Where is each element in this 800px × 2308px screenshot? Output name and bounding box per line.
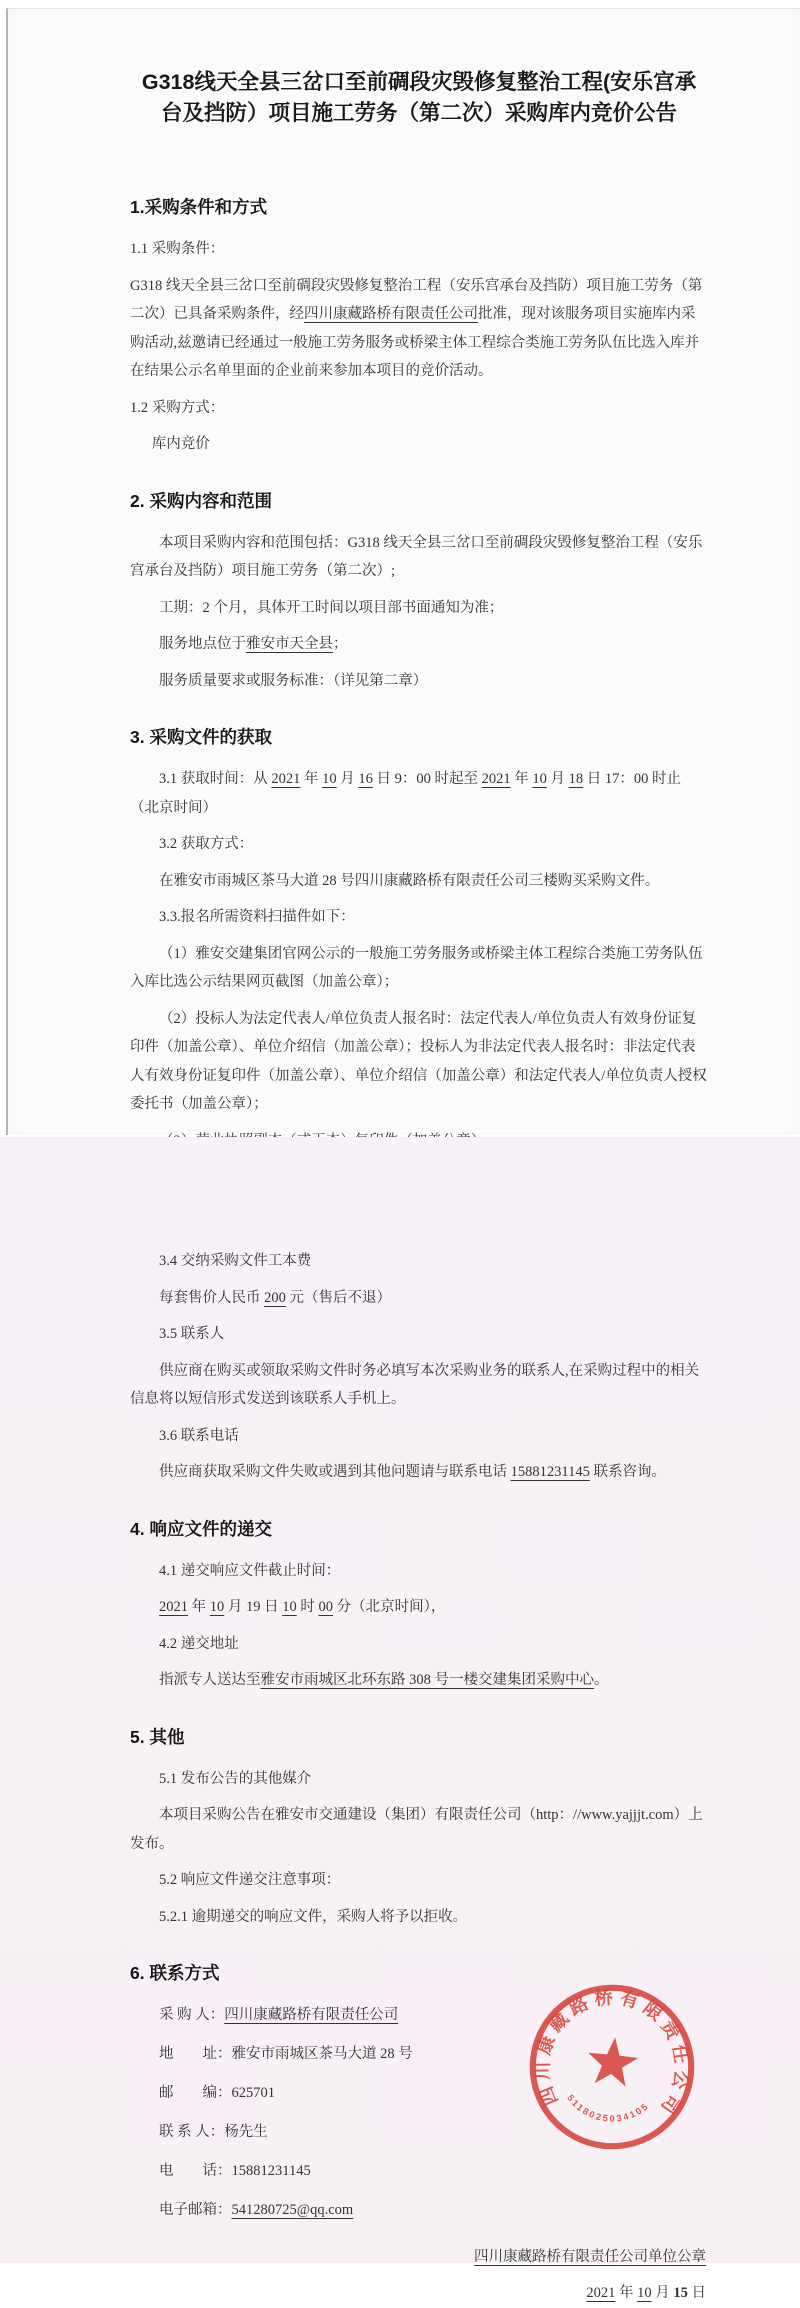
clause-1-1-paragraph: G318 线天全县三岔口至前碉段灾毁修复整治工程（安乐宫承台及挡防）项目施工劳务（第二次）已具备采购条件，经四川康藏路桥有限责任公司批准，现对该服务项目实施库内采购活动,兹邀请已经通过一般施工劳务服务或桥梁主体工程综合类施工劳务队伍比选入库并在结果公示名单里面的企业前来参加本项目的竞价活动。 — [130, 277, 703, 379]
clause-3-5-label: 3.5 联系人 — [159, 1326, 225, 1342]
clause-3-2-value: 在雅安市雨城区茶马大道 28 号四川康藏路桥有限责任公司三楼购买采购文件。 — [159, 872, 660, 889]
clause-3-5-paragraph: 供应商在购买或领取采购文件时务必填写本次采购业务的联系人,在采购过程中的相关信息将以短信形式发送到该联系人手机上。 — [130, 1362, 700, 1407]
clause-3-6-label: 3.6 联系电话 — [159, 1427, 239, 1444]
section-4-heading: 4. 响应文件的递交 — [130, 1518, 272, 1539]
section-5-heading: 5. 其他 — [130, 1726, 185, 1747]
clause-1-1-label: 1.1 采购条件： — [130, 241, 225, 257]
clause-3-4-label: 3.4 交纳采购文件工本费 — [159, 1253, 312, 1269]
phone-value: 15881231145 — [231, 2163, 311, 2179]
purchaser-name: 四川康藏路桥有限责任公司 — [224, 2007, 399, 2023]
clause-3-3-label: 3.3.报名所需资料扫描件如下： — [159, 909, 355, 925]
scope-paragraph: 本项目采购内容和范围包括：G318 线天全县三岔口至前碉段灾毁修复整治工程（安乐宫承台及挡防）项目施工劳务（第二次）; — [130, 534, 703, 579]
clause-4-2-label: 4.2 递交地址 — [159, 1635, 239, 1652]
address-value: 雅安市雨城区茶马大道 28 号 — [231, 2046, 413, 2062]
signature-block — [130, 2242, 706, 2308]
clause-3-1-time: 3.1 获取时间：从 2021 年 10 月 16 日 9：00 时起至 2021 年 10 月 18 日 17：00 时止（北京时间） — [130, 771, 681, 816]
service-location-line: 服务地点位于雅安市天全县； — [159, 636, 348, 652]
section-1-heading: 1.采购条件和方式 — [130, 197, 268, 217]
contact-label: 采 购 人： — [159, 2007, 225, 2023]
clause-1-2-value: 库内竞价 — [151, 436, 210, 452]
contact-label: 电子邮箱： — [159, 2202, 232, 2218]
clause-5-2-1-line: 5.2.1 逾期递交的响应文件，采购人将予以拒收。 — [159, 1908, 468, 1925]
clause-1-2-label: 1.2 采购方式： — [130, 399, 225, 416]
title-line-2: 台及挡防）项目施工劳务（第二次）采购库内竞价公告 — [160, 101, 677, 125]
email-value: 541280725@qq.com — [231, 2202, 354, 2218]
clause-3-2-label: 3.2 获取方式： — [159, 836, 254, 852]
clause-5-1-paragraph: 本项目采购公告在雅安市交通建设（集团）有限责任公司（http：//www.yajjjt.com）上发布。 — [130, 1807, 703, 1852]
contact-label: 电 话： — [159, 2163, 232, 2179]
section-3-heading: 3. 采购文件的获取 — [130, 727, 272, 747]
clause-3-3-item-2: （2）投标人为法定代表人/单位负责人报名时：法定代表人/单位负责人有效身份证复印件（加盖公章）、单位介绍信（加盖公章）；投标人为非法定代表人报名时：非法定代表人有效身份证复印件（加盖公章）、单位介绍信（加盖公章）和法定代表人/单位负责人授权委托书（加盖公章）； — [130, 1010, 707, 1112]
clause-5-1-label: 5.1 发布公告的其他媒介 — [159, 1770, 312, 1787]
clause-4-1-deadline: 2021 年 10 月 19 日 10 时 00 分（北京时间）， — [159, 1599, 446, 1615]
clause-4-1-label: 4.1 递交响应文件截止时间： — [159, 1562, 341, 1579]
duration-line: 工期：2 个月，具体开工时间以项目部书面通知为准； — [159, 599, 504, 616]
contact-row-email — [130, 2196, 706, 2224]
contact-row-postcode — [130, 2079, 706, 2107]
document-title — [116, 67, 722, 129]
postcode-value: 625701 — [231, 2085, 275, 2101]
clause-4-2-address: 指派专人送达至雅安市雨城区北环东路 308 号一楼交建集团采购中心。 — [159, 1672, 609, 1688]
section-6-heading: 6. 联系方式 — [130, 1963, 220, 1983]
seal-ring-text: 四川康藏路桥有限责任公司 — [531, 1985, 694, 2123]
clause-3-3-item-1: （1）雅安交建集团官网公示的一般施工劳务服务或桥梁主体工程综合类施工劳务队伍入库比选公示结果网页截图（加盖公章）； — [130, 945, 703, 990]
contact-row-address — [130, 2040, 706, 2068]
contact-row-person — [130, 2118, 706, 2146]
clause-3-4-value: 每套售价人民币 200 元（售后不退） — [159, 1289, 391, 1306]
contact-label: 邮 编： — [159, 2085, 232, 2101]
seal-code-text: 5118025034105 — [565, 2092, 652, 2124]
contact-label: 联 系 人： — [159, 2124, 225, 2140]
signature-company-line — [130, 2242, 706, 2272]
section-2-heading: 2. 采购内容和范围 — [130, 490, 272, 511]
service-quality-line: 服务质量要求或服务标准：（详见第二章） — [159, 672, 428, 689]
page-2 — [0, 1137, 800, 2301]
title-line-1: G318线天全县三岔口至前碉段灾毁修复整治工程(安乐宫承 — [141, 70, 697, 94]
page-1 — [6, 8, 800, 1135]
signature-date-line: 2021 年 10 月 15 日 — [586, 2285, 706, 2301]
contact-person-value: 杨先生 — [224, 2124, 268, 2140]
clause-3-6-paragraph: 供应商获取采购文件失败或遇到其他问题请与联系电话 15881231145 联系咨询。 — [159, 1464, 666, 1480]
contact-label: 地 址： — [159, 2046, 232, 2062]
contact-row-phone — [130, 2157, 706, 2185]
clause-5-2-label: 5.2 响应文件递交注意事项： — [159, 1872, 341, 1888]
contact-row-purchaser — [130, 2001, 706, 2029]
signature-company: 四川康藏路桥有限责任公司单位公章 — [474, 2249, 706, 2265]
